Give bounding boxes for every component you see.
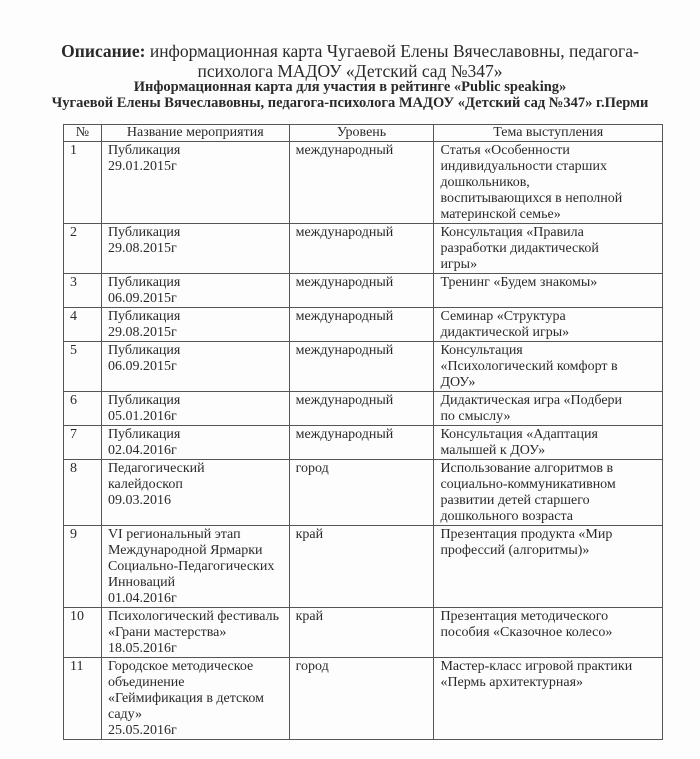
event-name: Психологический фестиваль «Грани мастерства» 18.05.2016г (101, 608, 289, 658)
table-row (64, 342, 663, 392)
event-topic: Семинар «Структура дидактической игры» (434, 308, 663, 342)
row-number: 3 (64, 274, 102, 308)
event-topic: Мастер-класс игровой практики «Пермь архитектурная» (434, 658, 663, 740)
event-name: Публикация 29.08.2015г (101, 308, 289, 342)
table-row (64, 460, 663, 526)
event-topic: Использование алгоритмов в социально-коммуникативном развитии детей старшего дошкольного возраста (434, 460, 663, 526)
table-row (64, 608, 663, 658)
event-name: Публикация 05.01.2016г (101, 392, 289, 426)
event-topic: Презентация методического пособия «Сказочное колесо» (434, 608, 663, 658)
table-row (64, 308, 663, 342)
event-name: Публикация 29.01.2015г (101, 142, 289, 224)
event-name: Педагогический калейдоскоп 09.03.2016 (101, 460, 289, 526)
event-name: Городское методическое объединение «Геймификация в детском саду» 25.05.2016г (101, 658, 289, 740)
event-level: край (289, 608, 434, 658)
event-name: Публикация 06.09.2015г (101, 342, 289, 392)
table-row (64, 392, 663, 426)
event-level: международный (289, 308, 434, 342)
event-name: VI региональный этап Международной Ярмарки Социально-Педагогических Инноваций 01.04.2016г (101, 526, 289, 608)
row-number: 5 (64, 342, 102, 392)
header-level: Уровень (289, 125, 434, 142)
table-header-row (64, 125, 663, 142)
subtitle-line-2: Чугаевой Елены Вячеславовны, педагога-психолога МАДОУ «Детский сад №347» г.Перми (51, 95, 649, 111)
event-topic: Презентация продукта «Мир профессий (алгоритмы)» (434, 526, 663, 608)
table-row (64, 142, 663, 224)
event-topic: Консультация «Адаптация малышей к ДОУ» (434, 426, 663, 460)
event-topic: Консультация «Психологический комфорт в ДОУ» (434, 342, 663, 392)
event-level: город (289, 658, 434, 740)
event-topic: Статья «Особенности индивидуальности старших дошкольников, воспитывающихся в неполной материнской семье» (434, 142, 663, 224)
event-level: международный (289, 224, 434, 274)
document-title-line-1 (0, 41, 700, 61)
events-table (63, 124, 663, 740)
row-number: 7 (64, 426, 102, 460)
event-topic: Консультация «Правила разработки дидактической игры» (434, 224, 663, 274)
event-level: международный (289, 342, 434, 392)
title-label: Описание: (61, 41, 146, 61)
row-number: 11 (64, 658, 102, 740)
table-row (64, 426, 663, 460)
event-level: международный (289, 142, 434, 224)
row-number: 4 (64, 308, 102, 342)
document-title-line-2: психолога МАДОУ «Детский сад №347» (197, 61, 503, 81)
event-level: международный (289, 426, 434, 460)
table-row (64, 526, 663, 608)
event-level: город (289, 460, 434, 526)
row-number: 9 (64, 526, 102, 608)
event-name: Публикация 06.09.2015г (101, 274, 289, 308)
event-topic: Тренинг «Будем знакомы» (434, 274, 663, 308)
row-number: 1 (64, 142, 102, 224)
event-level: международный (289, 392, 434, 426)
event-topic: Дидактическая игра «Подбери по смыслу» (434, 392, 663, 426)
table-row (64, 658, 663, 740)
event-level: международный (289, 274, 434, 308)
subtitle-line-1: Информационная карта для участия в рейтинге «Public speaking» (133, 79, 567, 95)
table-row (64, 274, 663, 308)
row-number: 6 (64, 392, 102, 426)
event-name: Публикация 29.08.2015г (101, 224, 289, 274)
row-number: 10 (64, 608, 102, 658)
title-text: информационная карта Чугаевой Елены Вячеславовны, педагога- (145, 41, 639, 61)
event-level: край (289, 526, 434, 608)
table-row (64, 224, 663, 274)
event-name: Публикация 02.04.2016г (101, 426, 289, 460)
header-event-name: Название мероприятия (101, 125, 289, 142)
header-number: № (64, 125, 102, 142)
row-number: 8 (64, 460, 102, 526)
row-number: 2 (64, 224, 102, 274)
header-topic: Тема выступления (434, 125, 663, 142)
